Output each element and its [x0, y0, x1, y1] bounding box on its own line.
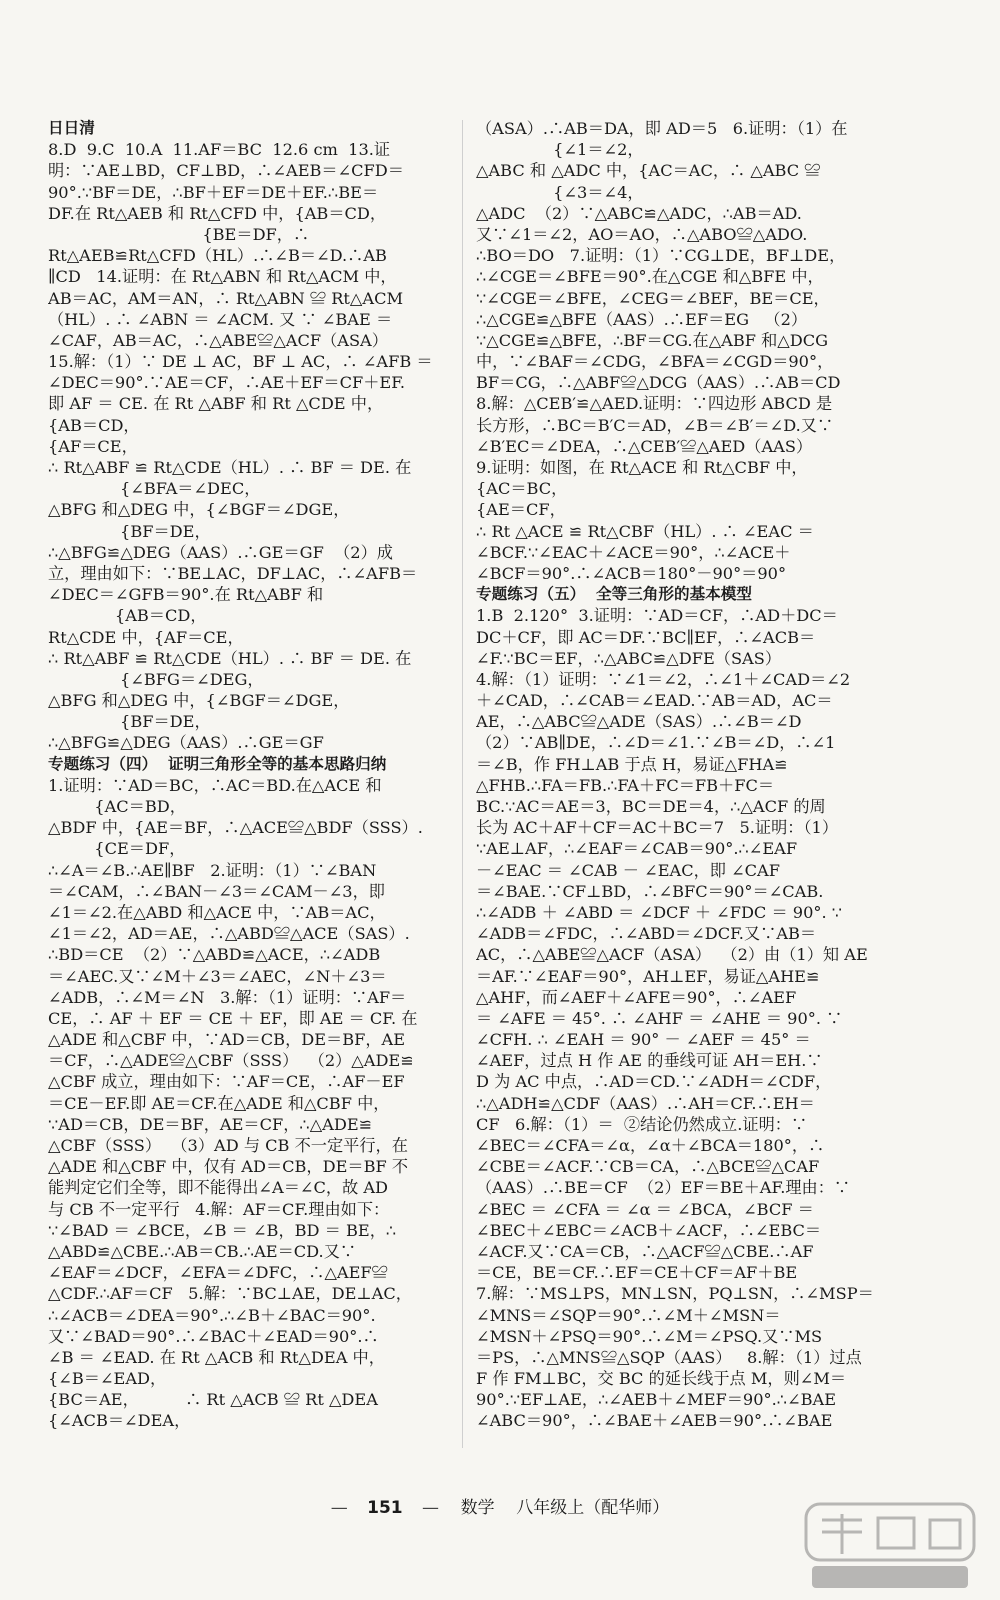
footer-dash-left: —: [330, 1498, 348, 1518]
left-text-line: ∴∠A＝∠B.∴AE∥BF 2.证明：（1）∵∠BAN: [48, 860, 377, 880]
right-text-line: 8.解：△CEB′≌△AED.证明：∵四边形 ABCD 是: [476, 394, 833, 414]
right-text-line: BC.∵AC＝AE＝3，BC＝DE＝4，∴△ACF 的周: [476, 797, 826, 816]
left-text-line: 专题练习（四） 证明三角形全等的基本思路归纳: [48, 754, 387, 773]
right-text-line: 长为 AC＋AF＋CF＝AC＋BC＝7 5.证明：（1）: [476, 818, 839, 838]
right-text-line: F 作 FM⊥BC，交 BC 的延长线于点 M，则∠M＝: [476, 1369, 847, 1389]
right-text-line: ∵△CGE≌△BFE，∴BF＝CG.在△ABF 和△DCG: [476, 330, 829, 350]
right-text-line: －∠EAC ＝ ∠CAB － ∠EAC，即 ∠CAF: [476, 860, 780, 880]
left-text-line: 1.证明：∵AD＝BC，∴AC＝BD.在△ACE 和: [48, 775, 382, 795]
right-text-line: ∴BO＝DO 7.证明：（1）∵CG⊥DE，BF⊥DE，: [476, 246, 846, 266]
left-text-line: ∵AD＝CB，DE＝BF，AE＝CF，∴△ADE≌: [48, 1114, 373, 1134]
right-text-line: ∴∠ADB ＋ ∠ABD ＝ ∠DCF ＋ ∠FDC ＝ 90°. ∵: [476, 902, 843, 922]
left-column: [48, 118, 456, 1432]
right-text-line: ＝CE，BE＝CF.∴EF＝CE＋CF＝AF＋BE: [476, 1263, 798, 1283]
left-text-line: ∠DEC＝90°.∵AE＝CF，∴AE＋EF＝CF＋EF.: [48, 373, 406, 393]
right-text-line: ∠MSN＋∠PSQ＝90°.∴∠M＝∠PSQ.又∵MS: [476, 1326, 823, 1346]
left-text-line: Rt△AEB≌Rt△CFD（HL）.∴∠B＝∠D.∴AB: [48, 246, 387, 266]
right-text-line: ∠BEC＝∠CFA＝∠α，∠α＋∠BCA＝180°，∴: [476, 1136, 825, 1155]
right-text-line: AC，∴△ABE≌△ACF（ASA） （2）由（1）知 AE: [476, 945, 868, 965]
right-text-line: D 为 AC 中点，∴AD＝CD.∵∠ADH＝∠CDF，: [476, 1072, 832, 1092]
left-text-line: Rt△CDE 中，{AF＝CE，: [48, 627, 244, 647]
footer-grade: 八年级上（配华师）: [516, 1498, 670, 1518]
left-text-line: 90°.∵BF＝DE，∴BF＋EF＝DE＋EF.∴BE＝: [48, 182, 379, 202]
left-text-line: {∠BFG＝∠DEG，: [48, 669, 264, 689]
left-text-line: △ADE 和△CBF 中，仅有 AD＝CB，DE＝BF 不: [48, 1157, 409, 1177]
left-text-line: ＝CE－EF.即 AE＝CF.在△ADE 和△CBF 中，: [48, 1093, 390, 1113]
right-text-line: ∴△CGE≌△BFE（AAS）.∴EF＝EG （2）: [476, 309, 808, 329]
right-text-line: BF＝CG，∴△ABF≌△DCG（AAS）.∴AB＝CD: [476, 373, 841, 393]
left-text-line: ∴△BFG≌△DEG（AAS）.∴GE＝GF （2）成: [48, 542, 393, 562]
right-text-line: DC＋CF，即 AC＝DF.∵BC∥EF，∴∠ACB＝: [476, 627, 816, 647]
right-text-line: （ASA）.∴AB＝DA，即 AD＝5 6.证明：（1）在: [476, 119, 848, 138]
left-text-line: 15.解：（1）∵ DE ⊥ AC，BF ⊥ AC，∴ ∠AFB ＝: [48, 352, 433, 372]
left-text-line: {AF＝CE，: [48, 436, 138, 456]
right-text-line: ∠BEC ＝ ∠CFA ＝ ∠α ＝ ∠BCA，∠BCF ＝: [476, 1199, 814, 1219]
right-text-line: ∠B′EC＝∠DEA，∴△CEB′≌△AED（AAS）: [476, 436, 813, 456]
right-text-line: ＝PS，∴△MNS≌△SQP（AAS） 8.解：（1）过点: [476, 1347, 862, 1367]
left-text-line: △CDF.∴AF＝CF 5.解：∵BC⊥AE，DE⊥AC，: [48, 1284, 412, 1304]
right-text-line: 长方形，∴BC＝B′C＝AD，∠B＝∠B′＝∠D.又∵: [476, 415, 834, 435]
left-text-line: 又∵∠BAD＝90°.∴∠BAC＋∠EAD＝90°.∴: [48, 1326, 379, 1346]
left-text-line: △CBF（SSS） （3）AD 与 CB 不一定平行，在: [48, 1136, 408, 1155]
right-text-line: 7.解：∵MS⊥PS，MN⊥SN，PQ⊥SN，∴∠MSP＝: [476, 1284, 874, 1304]
right-text-line: 4.解：（1）证明：∵∠1＝∠2，∴∠1＋∠CAD＝∠2: [476, 669, 851, 689]
right-text-line: 9.证明：如图，在 Rt△ACE 和 Rt△CBF 中，: [476, 458, 808, 477]
right-text-line: △ADC （2）∵△ABC≌△ADC，∴AB＝AD.: [476, 203, 802, 223]
right-text-line: △FHB.∴FA＝FB.∴FA＋FC＝FB＋FC＝: [476, 775, 775, 795]
left-text-line: ＝∠AEC.又∵∠M＋∠3＝∠AEC，∠N＋∠3＝: [48, 966, 387, 986]
left-text-line: ∥CD 14.证明：在 Rt△ABN 和 Rt△ACM 中，: [48, 267, 397, 287]
right-text-line: 又∵∠1＝∠2，AO＝AO，∴△ABO≌△ADO.: [476, 224, 808, 244]
left-text-line: 立，理由如下：∵BE⊥AC，DF⊥AC，∴∠AFB＝: [48, 563, 418, 583]
left-text-line: ∠DEC＝∠GFB＝90°.在 Rt△ABF 和: [48, 585, 324, 605]
right-text-line: ∴∠CGE＝∠BFE＝90°.在△CGE 和△BFE 中，: [476, 267, 824, 287]
right-text-line: ∴ Rt △ACE ≌ Rt△CBF（HL）. ∴ ∠EAC ＝: [476, 521, 814, 541]
left-text-line: 明：∵AE⊥BD，CF⊥BD，∴∠AEB＝∠CFD＝: [48, 161, 404, 181]
right-text-line: {AC＝BC，: [476, 479, 568, 499]
right-text-line: 专题练习（五） 全等三角形的基本模型: [476, 585, 752, 604]
left-text-line: ∴BD＝CE （2）∵△ABD≌△ACE，∴∠ADB: [48, 945, 381, 965]
right-text-line: {∠3＝∠4，: [476, 182, 644, 202]
right-text-line: ＝∠B，作 FH⊥AB 于点 H，易证△FHA≌: [476, 754, 788, 774]
left-text-line: ∴ Rt△ABF ≌ Rt△CDE（HL）. ∴ BF ＝ DE. 在: [48, 648, 412, 668]
right-text-line: ＝ ∠AFE ＝ 45°. ∴ ∠AHF ＝ ∠AHE ＝ 90°. ∵: [476, 1008, 843, 1028]
left-text-line: ∠ADB，∴∠M＝∠N 3.解：（1）证明：∵AF＝: [48, 987, 407, 1007]
right-text-line: ∠BCF＝90°.∴∠ACB＝180°－90°＝90°: [476, 563, 787, 583]
right-text-line: AE，∴△ABC≌△ADE（SAS）.∴∠B＝∠D: [476, 712, 802, 732]
right-text-line: {∠1＝∠2，: [476, 140, 644, 160]
watermark-logo-graphic: [802, 1500, 978, 1592]
left-text-line: AB＝AC，AM＝AN，∴ Rt△ABN ≌ Rt△ACM: [48, 288, 404, 308]
left-text-line: {BF＝DE，: [48, 712, 211, 732]
left-text-line: ∠EAF＝∠DCF，∠EFA＝∠DFC，∴△AEF≌: [48, 1263, 388, 1283]
watermark-logo: [802, 1500, 978, 1592]
right-text-line: ∠MNS＝∠SQP＝90°.∴∠M＋∠MSN＝: [476, 1305, 781, 1325]
left-text-line: △ABD≌△CBE.∴AB＝CB.∴AE＝CD.又∵: [48, 1241, 357, 1261]
left-text-line: ∠1＝∠2，AD＝AE，∴△ABD≌△ACE（SAS）.: [48, 924, 410, 944]
right-text-line: ∴△ADH≌△CDF（AAS）.∴AH＝CF.∴EH＝: [476, 1093, 815, 1113]
right-text-line: ∠CBE＝∠ACF.∵CB＝CA，∴△BCE≌△CAF: [476, 1157, 820, 1177]
right-text-line: ∠F.∵BC＝EF，∴△ABC≌△DFE（SAS）: [476, 648, 782, 668]
left-text-line: ∴ Rt△ABF ≌ Rt△CDE（HL）. ∴ BF ＝ DE. 在: [48, 458, 412, 477]
right-text-line: CF 6.解：（1）＝ ②结论仍然成立.证明：∵: [476, 1114, 808, 1134]
left-text-line: 日日清: [48, 119, 95, 137]
left-text-line: △BFG 和△DEG 中，{∠BGF＝∠DGE，: [48, 500, 350, 520]
right-text-line: {AE＝CF，: [476, 500, 566, 520]
right-text-line: ＝AF.∵∠EAF＝90°，AH⊥EF，易证△AHE≌: [476, 966, 820, 986]
left-text-line: △BFG 和△DEG 中，{∠BGF＝∠DGE，: [48, 691, 350, 711]
left-text-line: ∴△BFG≌△DEG（AAS）.∴GE＝GF: [48, 733, 324, 753]
left-text-line: （HL）. ∴ ∠ABN ＝ ∠ACM. 又 ∵ ∠BAE ＝: [48, 309, 393, 329]
left-text-line: DF.在 Rt△AEB 和 Rt△CFD 中，{AB＝CD，: [48, 203, 387, 223]
right-column: [476, 118, 876, 1432]
right-text-line: ∠BEC＋∠EBC＝∠ACB＋∠ACF，∴∠EBC＝: [476, 1220, 822, 1240]
right-text-line: 90°.∵EF⊥AE，∴∠AEB＋∠MEF＝90°.∴∠BAE: [476, 1390, 837, 1410]
column-divider: [462, 120, 463, 1448]
left-text-line: {AB＝CD，: [48, 606, 207, 626]
right-text-line: ∠AEF，过点 H 作 AE 的垂线可证 AH＝EH.∵: [476, 1051, 823, 1071]
right-text-line: △ABC 和 △ADC 中，{AC＝AC，∴ △ABC ≌: [476, 161, 821, 181]
right-text-line: ＝∠BAE.∵CF⊥BD，∴∠BFC＝90°＝∠CAB.: [476, 881, 824, 901]
left-text-line: {AB＝CD，: [48, 415, 140, 435]
left-text-line: ∠B ＝ ∠EAD. 在 Rt △ACB 和 Rt△DEA 中，: [48, 1347, 385, 1367]
right-text-line: 中，∵∠BAF＝∠CDG，∠BFA＝∠CGD＝90°，: [476, 352, 834, 372]
right-text-line: 1.B 2.120° 3.证明：∵AD＝CF，∴AD＋DC＝: [476, 606, 838, 626]
right-text-line: ∠ADB＝∠FDC，∴∠ABD＝∠DCF.又∵AB＝: [476, 924, 817, 944]
right-text-line: ∠ABC＝90°，∴∠BAE＋∠AEB＝90°.∴∠BAE: [476, 1411, 833, 1431]
left-text-line: ∠CAF，AB＝AC，∴△ABE≌△ACF（ASA）: [48, 330, 388, 350]
left-text-line: {∠B＝∠EAD，: [48, 1369, 167, 1389]
left-text-line: 与 CB 不一定平行 4.解：AF＝CF.理由如下：: [48, 1199, 390, 1219]
left-text-line: △ADE 和△CBF 中，∵AD＝CB，DE＝BF，AE: [48, 1030, 406, 1050]
left-text-line: ＝CF，∴△ADE≌△CBF（SSS） （2）△ADE≌: [48, 1051, 414, 1071]
left-text-line: {CE＝DF，: [48, 839, 186, 859]
right-text-line: ∵∠CGE＝∠BFE，∠CEG＝∠BEF，BE＝CE，: [476, 288, 830, 308]
left-text-line: △BDF 中，{AE＝BF，∴△ACE≌△BDF（SSS）.: [48, 818, 423, 838]
right-text-line: ∠ACF.又∵CA＝CB，∴△ACF≌△CBE.∴AF: [476, 1241, 814, 1261]
footer-dash-right: —: [422, 1498, 440, 1518]
right-text-line: （2）∵AB∥DE，∴∠D＝∠1.∵∠B＝∠D，∴∠1: [476, 733, 836, 753]
right-text-line: ∠CFH. ∴ ∠EAH ＝ 90° － ∠AEF ＝ 45° ＝: [476, 1030, 811, 1050]
left-text-line: ∵∠BAD ＝ ∠BCE，∠B ＝ ∠B，BD ＝ BE，∴: [48, 1220, 397, 1240]
footer-subject: 数学: [460, 1498, 495, 1518]
left-text-line: ∴∠ACB＝∠DEA＝90°.∴∠B＋∠BAC＝90°.: [48, 1305, 376, 1325]
left-text-line: {BF＝DE，: [48, 521, 211, 541]
page-number: 151: [367, 1498, 403, 1518]
right-text-line: ∠BCF.∵∠EAC＋∠ACE＝90°，∴∠ACE＋: [476, 542, 791, 562]
right-text-line: △AHF，而∠AEF＋∠AFE＝90°，∴∠AEF: [476, 987, 797, 1007]
left-text-line: △CBF 成立，理由如下：∵AF＝CE，∴AF－EF: [48, 1072, 405, 1092]
left-text-line: {AC＝BD，: [48, 797, 186, 816]
left-text-line: {∠BFA＝∠DEC，: [48, 479, 261, 499]
left-text-line: {BE＝DF，∴: [48, 224, 310, 244]
right-text-line: ∵AE⊥AF，∴∠EAF＝∠CAB＝90°.∴∠EAF: [476, 839, 798, 859]
left-text-line: CE，∴ AF ＋ EF ＝ CE ＋ EF，即 AE ＝ CF. 在: [48, 1008, 418, 1028]
left-text-line: 8.D 9.C 10.A 11.AF＝BC 12.6 cm 13.证: [48, 140, 391, 160]
right-text-line: ＋∠CAD，∴∠CAB＝∠EAD.∵AB＝AD，AC＝: [476, 691, 833, 711]
right-text-line: （AAS）.∴BE＝CF （2）EF＝BE＋AF.理由：∵: [476, 1178, 851, 1198]
left-text-line: ＝∠CAM，∴∠BAN－∠3＝∠CAM－∠3，即: [48, 881, 385, 901]
left-text-line: ∠1＝∠2.在△ABD 和△ACE 中，∵AB＝AC，: [48, 902, 386, 922]
left-text-line: 即 AF ＝ CE. 在 Rt △ABF 和 Rt △CDE 中，: [48, 394, 384, 414]
left-text-line: {∠ACB＝∠DEA，: [48, 1411, 191, 1431]
left-text-line: {BC＝AE， ∴ Rt △ACB ≌ Rt △DEA: [48, 1390, 378, 1410]
left-text-line: 能判定它们全等，即不能得出∠A＝∠C，故 AD: [48, 1178, 389, 1198]
